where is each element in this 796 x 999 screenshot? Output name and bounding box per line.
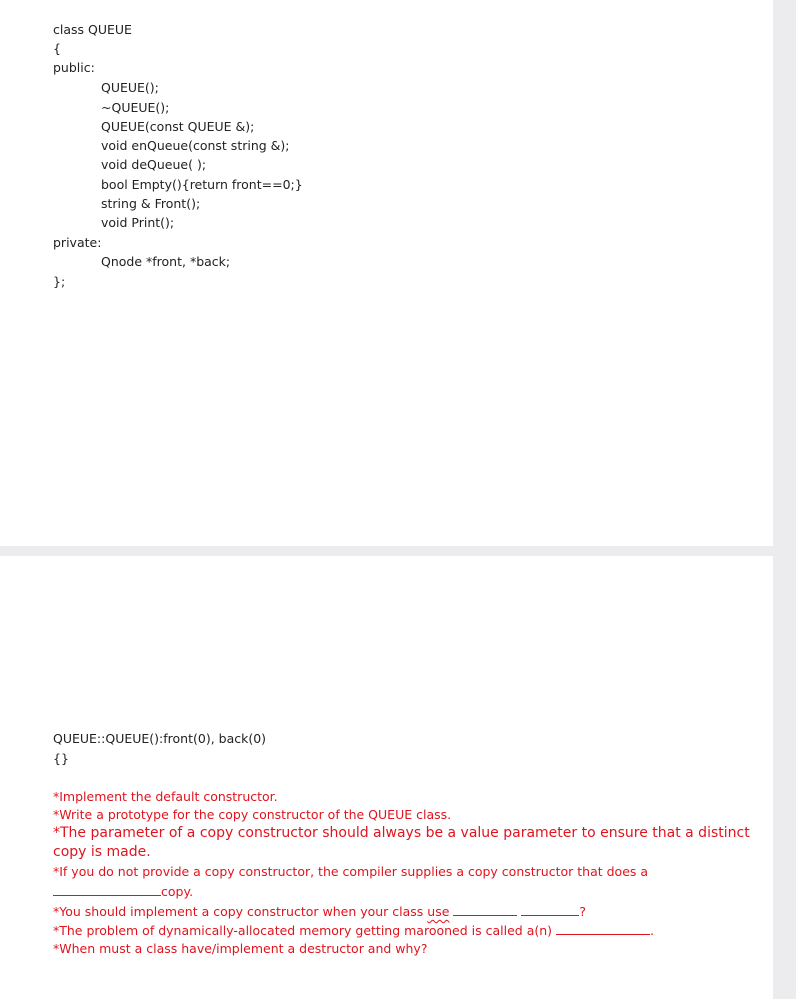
question-destructor: *When must a class have/implement a destructor and why?: [53, 941, 428, 956]
front-decl: string & Front();: [101, 196, 201, 211]
default-constructor-decl: QUEUE();: [101, 80, 159, 95]
constructor-body-line: {}: [53, 751, 69, 766]
question-default-constructor: *Implement the default constructor.: [53, 789, 278, 804]
copy-constructor-decl: QUEUE(const QUEUE &);: [101, 119, 255, 134]
public-label: public:: [53, 60, 95, 75]
constructor-impl-line: QUEUE::QUEUE():front(0), back(0): [53, 731, 267, 746]
spellcheck-word: use: [427, 904, 450, 919]
answer-blank: [556, 922, 650, 935]
answer-blank: [53, 883, 161, 896]
question-copy-prototype: *Write a prototype for the copy constructor of the QUEUE class.: [53, 807, 452, 822]
question-compiler-copy-line2: copy.: [53, 883, 193, 900]
print-decl: void Print();: [101, 215, 175, 230]
close-brace-line: };: [53, 274, 66, 289]
members-decl: Qnode *front, *back;: [101, 254, 231, 269]
page-two: [0, 556, 773, 999]
answer-blank: [453, 903, 517, 916]
question-compiler-copy-line1: *If you do not provide a copy constructor, the compiler supplies a copy constructor that does a: [53, 864, 649, 879]
private-label: private:: [53, 235, 102, 250]
question-value-parameter-line2: copy is made.: [53, 844, 151, 860]
question-value-parameter-line1: *The parameter of a copy constructor should always be a value parameter to ensure that a distinct: [53, 825, 750, 841]
destructor-decl: ~QUEUE();: [101, 100, 170, 115]
open-brace-line: {: [53, 41, 61, 56]
dequeue-decl: void deQueue( );: [101, 157, 207, 172]
answer-blank: [521, 903, 579, 916]
empty-decl: bool Empty(){return front==0;}: [101, 177, 303, 192]
enqueue-decl: void enQueue(const string &);: [101, 138, 290, 153]
question-marooned-memory: *The problem of dynamically-allocated memory getting marooned is called a(n) .: [53, 923, 654, 938]
class-header-line: class QUEUE: [53, 22, 132, 37]
question-when-copy-constructor: *You should implement a copy constructor when your class use ?: [53, 904, 587, 919]
